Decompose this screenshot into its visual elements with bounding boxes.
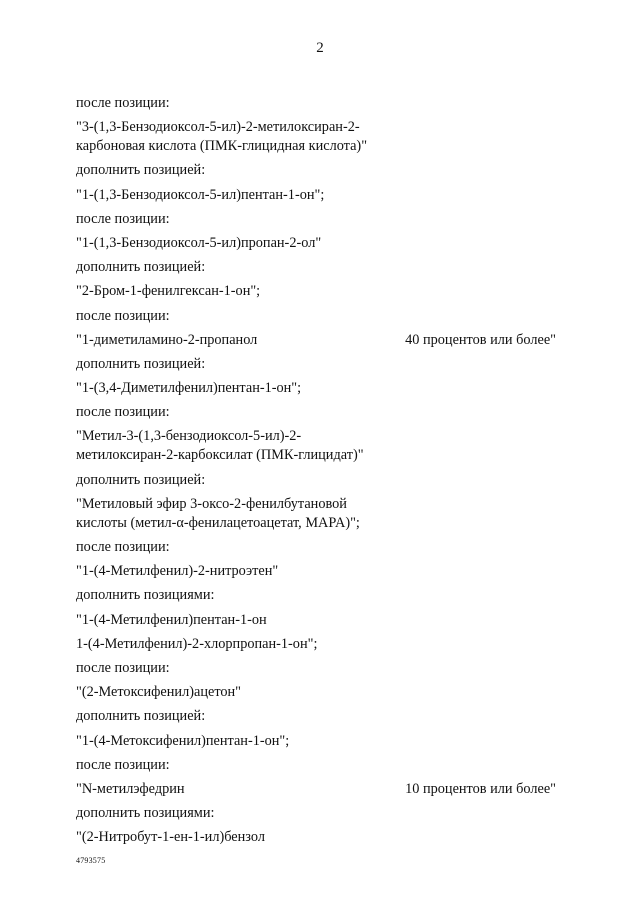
document-paragraph [76,828,566,847]
text-line: кислоты (метил-α-фенилацетоацетат, MAPA)"; [76,514,360,531]
page-number: 2 [316,40,324,56]
text-line: после позиции: [76,659,170,676]
text-line: дополнить позицией: [76,162,206,179]
document-paragraph [76,780,566,799]
text-line: дополнить позицией: [76,471,206,488]
text-line: "Метиловый эфир 3-оксо-2-фенилбутановой [76,495,347,512]
document-paragraph [76,586,566,605]
substance-name: "1-диметиламино-2-пропанол [76,331,258,348]
document-paragraph [76,258,566,277]
text-line: метилоксиран-2-карбоксилат (ПМК-глицидат)" [76,447,364,464]
text-line: "1-(1,3-Бензодиоксол-5-ил)пентан-1-он"; [76,186,325,203]
substance-row [76,331,556,350]
text-line: "1-(4-Метилфенил)пентан-1-он [76,611,267,628]
document-paragraph [76,282,566,301]
document-code: 4793575 [76,856,106,865]
document-paragraph [76,562,566,581]
text-line: 1-(4-Метилфенил)-2-хлорпропан-1-он"; [76,635,318,652]
text-line: "2-Бром-1-фенилгексан-1-он"; [76,283,261,300]
document-paragraph [76,471,566,490]
document-paragraph [76,234,566,253]
document-paragraph [76,161,566,180]
document-paragraph [76,403,566,422]
text-line: "3-(1,3-Бензодиоксол-5-ил)-2-метилоксиран-2- [76,119,360,136]
document-paragraph [76,186,566,205]
text-line: "Метил-3-(1,3-бензодиоксол-5-ил)-2- [76,428,302,445]
text-line: после позиции: [76,210,170,227]
text-line: "1-(4-Метилфенил)-2-нитроэтен" [76,563,279,580]
substance-name: "N-метилэфедрин [76,780,185,797]
document-paragraph [76,379,566,398]
text-line: дополнить позициями: [76,805,215,822]
text-line: "1-(4-Метоксифенил)пентан-1-он"; [76,732,290,749]
text-line: дополнить позицией: [76,355,206,372]
text-line: дополнить позицией: [76,259,206,276]
text-line: после позиции: [76,404,170,421]
text-line: после позиции: [76,95,170,111]
concentration-threshold: 40 процентов или более" [405,331,556,348]
document-paragraph [76,94,566,113]
text-line: после позиции: [76,307,170,324]
document-paragraph [76,307,566,326]
document-paragraph [76,756,566,775]
text-line: дополнить позицией: [76,708,206,725]
document-paragraph [76,707,566,726]
document-paragraph [76,635,566,654]
document-paragraph [76,683,566,702]
document-paragraph [76,118,566,156]
text-line: "(2-Метоксифенил)ацетон" [76,684,242,701]
text-line: дополнить позициями: [76,587,215,604]
document-paragraph [76,804,566,823]
document-paragraph [76,355,566,374]
document-paragraph [76,210,566,229]
document-body [76,94,566,852]
text-line: "(2-Нитробут-1-ен-1-ил)бензол [76,829,265,846]
document-paragraph [76,495,566,533]
text-line: после позиции: [76,539,170,555]
document-paragraph [76,538,566,557]
text-line: "1-(1,3-Бензодиоксол-5-ил)пропан-2-ол" [76,234,322,251]
substance-row [76,780,556,799]
document-paragraph [76,659,566,678]
text-line: после позиции: [76,756,170,773]
concentration-threshold: 10 процентов или более" [405,780,556,797]
document-paragraph [76,611,566,630]
document-paragraph [76,331,566,350]
document-paragraph [76,732,566,751]
text-line: карбоновая кислота (ПМК-глицидная кислота)" [76,138,368,155]
text-line: "1-(3,4-Диметилфенил)пентан-1-он"; [76,380,302,397]
document-paragraph [76,427,566,465]
